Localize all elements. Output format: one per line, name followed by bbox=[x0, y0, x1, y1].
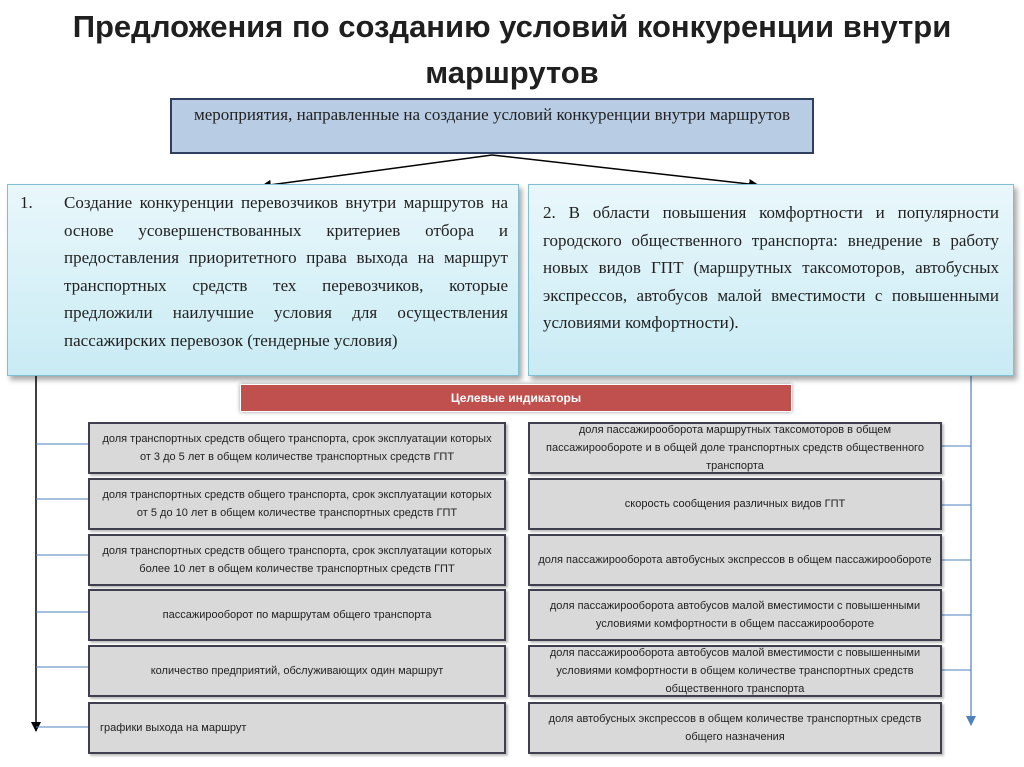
arrow-to-block2 bbox=[492, 155, 758, 185]
left-indicator-6: графики выхода на маршрут bbox=[88, 702, 506, 754]
right-indicator-1: доля пассажирооборота маршрутных таксомоторов в общем пассажирообороте и в общей доле транспортных средств общественного транспорта bbox=[528, 422, 942, 474]
right-indicator-6: доля автобусных экспрессов в общем количестве транспортных средств общего назначения bbox=[528, 702, 942, 754]
left-indicator-1: доля транспортных средств общего транспорта, срок эксплуатации которых от 3 до 5 лет в общем количестве транспортных средств ГПТ bbox=[88, 422, 506, 474]
right-indicator-4: доля пассажирооборота автобусов малой вместимости с повышенными условиями комфортности в общем пассажирообороте bbox=[528, 589, 942, 641]
proposal-1-number: 1. bbox=[20, 193, 33, 212]
proposal-block-1 bbox=[7, 184, 519, 376]
proposal-2-text: 2. В области повышения комфортности и популярности городского общественного транспорта: внедрение в работу новых видов ГПТ (маршрутных таксомоторов, автобусных экспрессов, автобусов малой вместимости с повышенными условиями комфортности). bbox=[543, 203, 999, 332]
page-title: Предложения по созданию условий конкуренции внутри маршрутов bbox=[72, 9, 952, 90]
arrow-to-block1 bbox=[262, 155, 492, 186]
left-indicator-3: доля транспортных средств общего транспорта, срок эксплуатации которых более 10 лет в общем количестве транспортных средств ГПТ bbox=[88, 534, 506, 586]
left-indicator-5: количество предприятий, обслуживающих один маршрут bbox=[88, 645, 506, 697]
right-indicator-5: доля пассажирооборота автобусов малой вместимости с повышенными условиями комфортности в общем количестве транспортных средств общественного транспорта bbox=[528, 645, 942, 697]
left-indicator-2: доля транспортных средств общего транспорта, срок эксплуатации которых от 5 до 10 лет в общем количестве транспортных средств ГПТ bbox=[88, 478, 506, 530]
right-indicator-3: доля пассажирооборота автобусных экспрессов в общем пассажирообороте bbox=[528, 534, 942, 586]
indicators-header: Целевые индикаторы bbox=[240, 384, 792, 412]
proposal-1-text: Создание конкуренции перевозчиков внутри маршрутов на основе усовершенствованных критериев отбора и предоставления приоритетного права выхода на маршрут транспортных средств тех перевозчиков, которые предложили наилучшие условия для осуществления пассажирских перевозок (тендерные условия) bbox=[64, 193, 508, 350]
left-indicator-4: пассажирооборот по маршрутам общего транспорта bbox=[88, 589, 506, 641]
proposal-block-2 bbox=[528, 184, 1014, 376]
right-indicator-2: скорость сообщения различных видов ГПТ bbox=[528, 478, 942, 530]
main-measures-box: мероприятия, направленные на создание условий конкуренции внутри маршрутов bbox=[170, 98, 814, 154]
